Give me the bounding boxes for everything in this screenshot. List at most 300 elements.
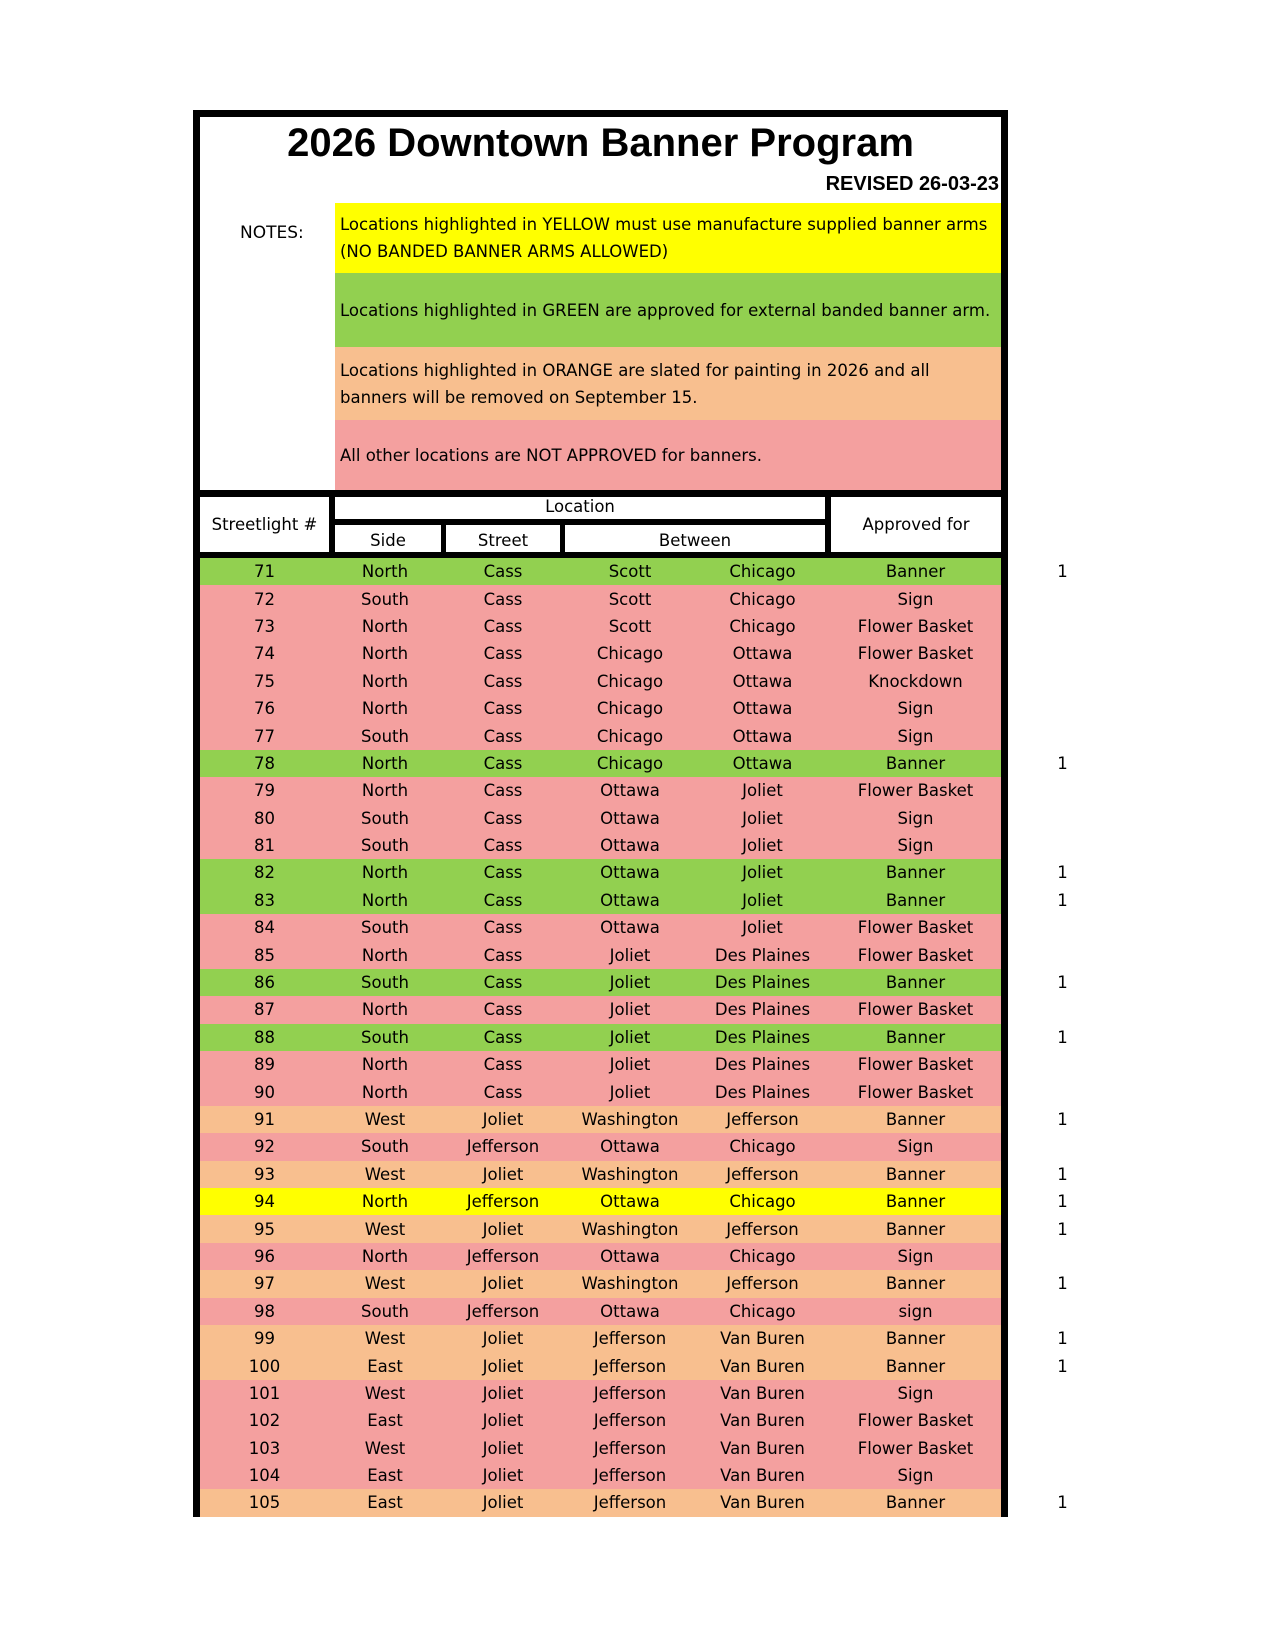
between-to-cell: Des Plaines (714, 973, 811, 993)
title-box (193, 110, 1008, 202)
street-cell: Cass (483, 1055, 523, 1075)
table-row (200, 777, 1001, 804)
streetlight-number: 95 (254, 1219, 275, 1239)
header-side: Side (370, 530, 406, 550)
side-cell: East (367, 1411, 403, 1431)
streetlight-number: 94 (254, 1192, 275, 1212)
street-cell: Cass (483, 616, 523, 636)
street-cell: Joliet (482, 1219, 524, 1239)
approved-for-cell: Sign (897, 808, 934, 828)
side-cell: East (367, 1493, 403, 1513)
table-row (200, 640, 1001, 667)
table-row (200, 1489, 1001, 1516)
table-row (200, 668, 1001, 695)
row-marker (1040, 695, 1085, 722)
between-to-cell: Ottawa (732, 726, 793, 746)
side-cell: West (364, 1329, 406, 1349)
note-pink-text: All other locations are NOT APPROVED for banners. (340, 445, 763, 465)
between-to-cell: Van Buren (720, 1493, 805, 1513)
between-to-cell: Ottawa (732, 753, 793, 773)
side-cell: North (361, 699, 409, 719)
streetlight-number: 92 (254, 1137, 275, 1157)
row-marker (1040, 1407, 1085, 1434)
table-row (200, 969, 1001, 996)
streetlight-number: 81 (254, 836, 275, 856)
between-to-cell: Van Buren (720, 1466, 805, 1486)
streetlight-number: 71 (254, 562, 275, 582)
side-cell: West (364, 1219, 406, 1239)
table-row (200, 941, 1001, 968)
header-street: Street (477, 530, 529, 550)
between-to-cell: Jefferson (726, 1164, 799, 1184)
street-cell: Cass (483, 699, 523, 719)
streetlight-number: 93 (254, 1164, 275, 1184)
streetlight-number: 77 (254, 726, 275, 746)
table-row (200, 1325, 1001, 1352)
side-cell: North (361, 562, 409, 582)
table-row (200, 613, 1001, 640)
streetlight-number: 74 (254, 644, 275, 664)
header-between: Between (658, 530, 732, 550)
side-cell: West (364, 1274, 406, 1294)
approved-for-cell: Banner (885, 1110, 946, 1129)
row-marker: 1 (1057, 562, 1068, 582)
side-cell: North (361, 1192, 409, 1212)
header-top-border (200, 490, 1001, 497)
approved-for-cell: Flower Basket (857, 945, 974, 965)
between-from-cell: Washington (581, 1274, 679, 1294)
approved-for-cell: Flower Basket (857, 781, 974, 801)
row-marker: 1 (1057, 1274, 1068, 1294)
table-row (200, 1243, 1001, 1270)
streetlight-number: 86 (254, 973, 275, 993)
between-to-cell: Joliet (742, 836, 783, 856)
between-from-cell: Joliet (609, 1082, 651, 1102)
table-row (200, 996, 1001, 1023)
table-row (200, 750, 1001, 777)
between-from-cell: Chicago (596, 671, 664, 691)
row-marker (1040, 777, 1085, 804)
streetlight-number: 87 (254, 1000, 275, 1020)
row-marker (1040, 1462, 1085, 1489)
between-from-cell: Washington (581, 1110, 679, 1129)
approved-for-cell: Flower Basket (857, 616, 974, 636)
note-orange-text: Locations highlighted in ORANGE are slated for painting in 2026 and all banners will be removed on September 15. (340, 360, 930, 407)
approved-for-cell: Sign (897, 1137, 934, 1157)
approved-for-cell: Banner (885, 973, 946, 993)
between-from-cell: Jefferson (593, 1466, 667, 1486)
approved-for-cell: Flower Basket (857, 644, 974, 664)
between-to-cell: Des Plaines (714, 1027, 811, 1047)
approved-for-cell: Banner (885, 1356, 946, 1376)
row-marker (1040, 1243, 1085, 1270)
row-marker: 1 (1057, 1493, 1068, 1513)
street-cell: Joliet (482, 1438, 524, 1458)
between-from-cell: Ottawa (600, 1192, 660, 1212)
row-marker (1040, 722, 1085, 749)
streetlight-number: 73 (254, 616, 275, 636)
between-from-cell: Jefferson (593, 1493, 667, 1513)
table-row (200, 1161, 1001, 1188)
side-cell: North (361, 945, 409, 965)
between-to-cell: Des Plaines (714, 1055, 811, 1075)
streetlight-number: 78 (254, 753, 275, 773)
streetlight-number: 90 (254, 1082, 275, 1102)
between-to-cell: Ottawa (732, 671, 793, 691)
streetlight-number: 85 (254, 945, 275, 965)
streetlight-number: 102 (248, 1411, 281, 1431)
street-cell: Cass (483, 1027, 523, 1047)
table-row (200, 1024, 1001, 1051)
between-from-cell: Chicago (596, 644, 664, 664)
side-cell: West (364, 1164, 406, 1184)
side-cell: West (364, 1110, 406, 1129)
between-from-cell: Chicago (596, 753, 664, 773)
note-yellow-text: Locations highlighted in YELLOW must use manufacture supplied banner arms (NO BANDED BANNER ARMS ALLOWED) (340, 215, 988, 261)
approved-for-cell: Sign (897, 1466, 934, 1486)
table-row (200, 832, 1001, 859)
approved-for-cell: Banner (885, 863, 946, 883)
side-cell: North (361, 1246, 409, 1266)
between-from-cell: Joliet (609, 1055, 651, 1075)
between-to-cell: Joliet (742, 808, 783, 828)
side-cell: South (361, 836, 409, 856)
streetlight-number: 89 (254, 1055, 275, 1075)
streetlight-number: 99 (254, 1329, 275, 1349)
between-from-cell: Jefferson (593, 1411, 667, 1431)
side-cell: South (361, 918, 409, 938)
street-cell: Joliet (482, 1164, 524, 1184)
between-to-cell: Jefferson (726, 1110, 799, 1129)
street-cell: Cass (483, 753, 523, 773)
between-from-cell: Jefferson (593, 1329, 667, 1349)
table-row (200, 1435, 1001, 1462)
row-marker (1040, 668, 1085, 695)
note-green-text: Locations highlighted in GREEN are approved for external banded banner arm. (340, 300, 991, 320)
between-to-cell: Joliet (742, 781, 783, 801)
street-cell: Cass (483, 562, 523, 582)
approved-for-cell: Banner (885, 753, 946, 773)
between-from-cell: Joliet (609, 1000, 651, 1020)
street-cell: Cass (483, 973, 523, 993)
table-row (200, 558, 1001, 585)
street-cell: Cass (483, 781, 523, 801)
approved-for-cell: Flower Basket (857, 918, 974, 938)
between-to-cell: Chicago (729, 1137, 796, 1157)
streetlight-number: 98 (254, 1301, 275, 1321)
table-header (193, 490, 1008, 558)
streetlight-number: 104 (248, 1466, 281, 1486)
between-to-cell: Chicago (729, 616, 796, 636)
streetlight-number: 82 (254, 863, 275, 883)
streetlight-number: 84 (254, 918, 275, 938)
table-row (200, 722, 1001, 749)
street-cell: Cass (483, 945, 523, 965)
table-row (200, 1078, 1001, 1105)
header-streetlight: Streetlight # (211, 514, 318, 534)
street-cell: Jefferson (466, 1301, 540, 1321)
street-cell: Cass (483, 1082, 523, 1102)
side-cell: North (361, 671, 409, 691)
row-marker (1040, 996, 1085, 1023)
approved-for-cell: Flower Basket (857, 1411, 974, 1431)
row-marker: 1 (1057, 1329, 1068, 1349)
between-to-cell: Joliet (742, 890, 783, 910)
marker-column (1040, 558, 1085, 1517)
streetlight-number: 91 (254, 1110, 275, 1129)
between-to-cell: Des Plaines (714, 1082, 811, 1102)
between-to-cell: Ottawa (732, 644, 793, 664)
streetlight-number: 88 (254, 1027, 275, 1047)
approved-for-cell: Sign (897, 726, 934, 746)
revised-date: REVISED 26-03-23 (825, 173, 999, 195)
between-to-cell: Van Buren (720, 1329, 805, 1349)
between-from-cell: Ottawa (600, 1137, 660, 1157)
table-row (200, 695, 1001, 722)
approved-for-cell: Sign (897, 1383, 934, 1403)
row-marker (1040, 1380, 1085, 1407)
street-cell: Joliet (482, 1383, 524, 1403)
between-from-cell: Washington (581, 1164, 679, 1184)
approved-for-cell: Knockdown (868, 671, 963, 691)
between-from-cell: Ottawa (600, 1301, 660, 1321)
street-cell: Cass (483, 863, 523, 883)
between-from-cell: Ottawa (600, 1246, 660, 1266)
streetlight-number: 105 (248, 1493, 281, 1513)
row-marker: 1 (1057, 890, 1068, 910)
street-cell: Joliet (482, 1411, 524, 1431)
row-marker: 1 (1057, 1192, 1068, 1212)
street-cell: Joliet (482, 1274, 524, 1294)
between-from-cell: Ottawa (600, 781, 660, 801)
approved-for-cell: Banner (885, 1192, 946, 1212)
row-marker (1040, 613, 1085, 640)
street-cell: Cass (483, 671, 523, 691)
streetlight-number: 97 (254, 1274, 275, 1294)
side-cell: South (361, 1137, 409, 1157)
between-to-cell: Joliet (742, 918, 783, 938)
table-row (200, 585, 1001, 612)
between-to-cell: Chicago (729, 1192, 796, 1212)
approved-for-cell: Banner (885, 1164, 946, 1184)
streetlight-number: 96 (254, 1246, 275, 1266)
street-cell: Cass (483, 644, 523, 664)
between-from-cell: Jefferson (593, 1383, 667, 1403)
row-marker: 1 (1057, 1027, 1068, 1047)
streetlight-number: 100 (248, 1356, 281, 1376)
between-to-cell: Van Buren (720, 1438, 805, 1458)
approved-for-cell: Banner (885, 1027, 946, 1047)
street-cell: Jefferson (466, 1192, 540, 1212)
approved-for-cell: Banner (885, 1219, 946, 1239)
side-cell: North (361, 890, 409, 910)
approved-for-cell: Banner (885, 1493, 946, 1513)
document-title: 2026 Downtown Banner Program (287, 121, 914, 165)
row-marker (1040, 805, 1085, 832)
approved-for-cell: Banner (885, 890, 946, 910)
table-row (200, 859, 1001, 886)
side-cell: East (367, 1466, 403, 1486)
streetlight-number: 79 (254, 781, 275, 801)
approved-for-cell: Banner (885, 562, 946, 582)
street-cell: Cass (483, 726, 523, 746)
between-from-cell: Joliet (609, 945, 651, 965)
side-cell: East (367, 1356, 403, 1376)
side-cell: South (361, 726, 409, 746)
between-from-cell: Scott (608, 589, 652, 609)
note-yellow (335, 203, 1001, 273)
row-marker: 1 (1057, 1164, 1068, 1184)
approved-for-cell: Sign (897, 699, 934, 719)
approved-for-cell: sign (898, 1301, 933, 1321)
row-marker (1040, 1435, 1085, 1462)
between-from-cell: Scott (608, 616, 652, 636)
table-row (200, 1215, 1001, 1242)
between-from-cell: Jefferson (593, 1438, 667, 1458)
header-location: Location (545, 496, 615, 516)
streetlight-number: 72 (254, 589, 275, 609)
between-to-cell: Van Buren (720, 1356, 805, 1376)
row-marker: 1 (1057, 863, 1068, 883)
between-to-cell: Van Buren (720, 1411, 805, 1431)
row-marker (1040, 914, 1085, 941)
between-to-cell: Chicago (729, 562, 796, 582)
between-to-cell: Van Buren (720, 1383, 805, 1403)
between-to-cell: Chicago (729, 1301, 796, 1321)
street-cell: Joliet (482, 1466, 524, 1486)
between-to-cell: Des Plaines (714, 945, 811, 965)
between-from-cell: Washington (581, 1219, 679, 1239)
between-from-cell: Joliet (609, 1027, 651, 1047)
side-cell: North (361, 781, 409, 801)
approved-for-cell: Flower Basket (857, 1055, 974, 1075)
between-from-cell: Ottawa (600, 863, 660, 883)
notes-section (193, 195, 1008, 497)
table-row (200, 1407, 1001, 1434)
side-cell: South (361, 1027, 409, 1047)
street-cell: Joliet (482, 1493, 524, 1513)
row-marker (1040, 585, 1085, 612)
between-from-cell: Ottawa (600, 890, 660, 910)
street-cell: Jefferson (466, 1246, 540, 1266)
approved-for-cell: Sign (897, 836, 934, 856)
between-from-cell: Ottawa (600, 836, 660, 856)
notes-label: NOTES: (240, 223, 304, 243)
row-marker (1040, 1298, 1085, 1325)
between-from-cell: Scott (608, 562, 652, 582)
side-cell: South (361, 589, 409, 609)
between-to-cell: Jefferson (726, 1274, 799, 1294)
side-cell: South (361, 1301, 409, 1321)
side-cell: North (361, 1082, 409, 1102)
street-cell: Cass (483, 836, 523, 856)
streetlight-number: 76 (254, 699, 275, 719)
between-from-cell: Chicago (596, 699, 664, 719)
between-to-cell: Des Plaines (714, 1000, 811, 1020)
table-row (200, 1352, 1001, 1379)
street-cell: Cass (483, 890, 523, 910)
table-row (200, 1051, 1001, 1078)
table-row (200, 1462, 1001, 1489)
approved-for-cell: Sign (897, 1246, 934, 1266)
streetlight-number: 103 (248, 1438, 281, 1458)
table-row (200, 1133, 1001, 1160)
side-cell: North (361, 616, 409, 636)
row-marker (1040, 640, 1085, 667)
row-marker: 1 (1057, 973, 1068, 993)
side-cell: South (361, 973, 409, 993)
streetlight-number: 80 (254, 808, 275, 828)
streetlight-number: 75 (254, 671, 275, 691)
approved-for-cell: Flower Basket (857, 1000, 974, 1020)
streetlight-number: 101 (248, 1383, 281, 1403)
between-to-cell: Jefferson (726, 1219, 799, 1239)
row-marker: 1 (1057, 753, 1068, 773)
side-cell: North (361, 753, 409, 773)
table-row (200, 1106, 1001, 1133)
street-cell: Cass (483, 1000, 523, 1020)
between-from-cell: Ottawa (600, 808, 660, 828)
between-from-cell: Joliet (609, 973, 651, 993)
table-row (200, 1298, 1001, 1325)
note-pink (335, 420, 1001, 490)
table-row (200, 1188, 1001, 1215)
note-orange (335, 347, 1001, 420)
street-cell: Jefferson (466, 1137, 540, 1157)
approved-for-cell: Sign (897, 589, 934, 609)
side-cell: West (364, 1383, 406, 1403)
table-row (200, 1270, 1001, 1297)
street-cell: Cass (483, 918, 523, 938)
between-to-cell: Joliet (742, 863, 783, 883)
between-from-cell: Chicago (596, 726, 664, 746)
row-marker: 1 (1057, 1219, 1068, 1239)
row-marker (1040, 1133, 1085, 1160)
street-cell: Joliet (482, 1110, 524, 1129)
street-cell: Joliet (482, 1329, 524, 1349)
row-marker: 1 (1057, 1356, 1068, 1376)
row-marker (1040, 1051, 1085, 1078)
table-row (200, 805, 1001, 832)
side-cell: North (361, 863, 409, 883)
side-cell: North (361, 644, 409, 664)
row-marker (1040, 1078, 1085, 1105)
header-approved-for: Approved for (862, 514, 970, 534)
street-cell: Joliet (482, 1356, 524, 1376)
note-green (335, 273, 1001, 347)
between-to-cell: Chicago (729, 589, 796, 609)
approved-for-cell: Banner (885, 1274, 946, 1294)
between-from-cell: Ottawa (600, 918, 660, 938)
approved-for-cell: Banner (885, 1329, 946, 1349)
row-marker: 1 (1057, 1110, 1068, 1129)
streetlight-number: 83 (254, 890, 275, 910)
between-from-cell: Jefferson (593, 1356, 667, 1376)
between-to-cell: Ottawa (732, 699, 793, 719)
row-marker (1040, 941, 1085, 968)
table-body (193, 558, 1008, 1517)
street-cell: Cass (483, 808, 523, 828)
approved-for-cell: Flower Basket (857, 1082, 974, 1102)
approved-for-cell: Flower Basket (857, 1438, 974, 1458)
table-row (200, 1380, 1001, 1407)
side-cell: North (361, 1000, 409, 1020)
street-cell: Cass (483, 589, 523, 609)
table-row (200, 914, 1001, 941)
row-marker (1040, 832, 1085, 859)
table-row (200, 887, 1001, 914)
between-to-cell: Chicago (729, 1246, 796, 1266)
